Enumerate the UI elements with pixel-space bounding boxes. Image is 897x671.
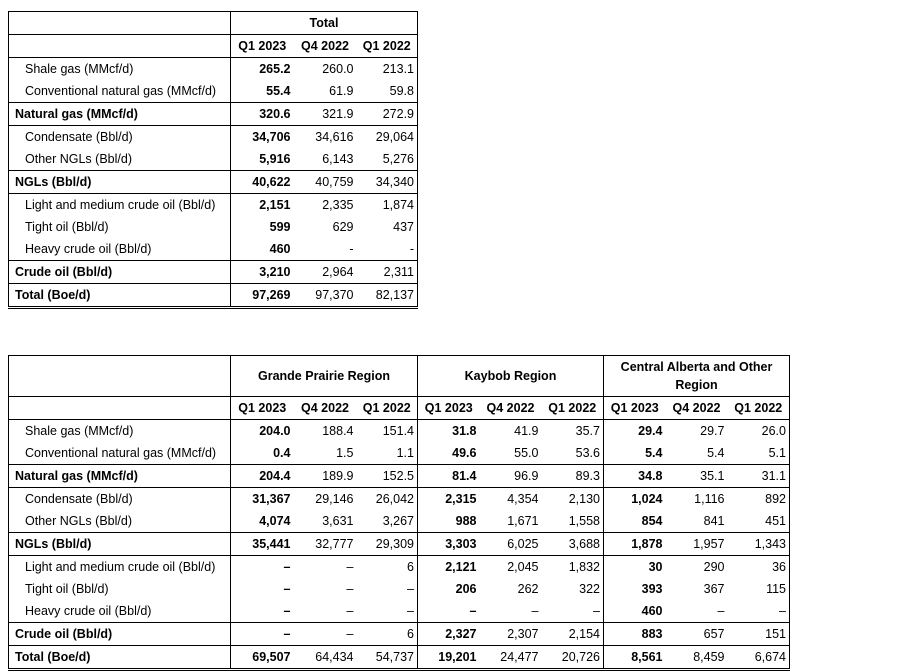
table-cell: 5,916 (231, 148, 294, 171)
table-row (9, 646, 790, 670)
table-cell: 188.4 (322, 424, 354, 438)
table-cell: 2,154 (542, 623, 604, 646)
table-cell: 31.1 (728, 465, 790, 488)
table-cell: – (728, 600, 790, 623)
row-label: Total (Boe/d) (9, 284, 231, 308)
table-cell: 69,507 (231, 646, 294, 670)
row-label: Shale gas (MMcf/d) (9, 420, 231, 443)
table-cell: 367 (703, 582, 725, 596)
production-table-regions (8, 355, 790, 671)
table-cell: 1,957 (666, 533, 728, 556)
table-row (9, 216, 418, 238)
table-cell: – (231, 600, 294, 623)
table-cell: 5.4 (604, 442, 666, 465)
period-header: Q1 2022 (357, 397, 418, 420)
table-cell: 35,441 (231, 533, 294, 556)
table-cell: 265.2 (231, 58, 294, 81)
production-table-total (8, 11, 418, 309)
period-header: Q1 2022 (357, 35, 418, 58)
table-cell: 29.7 (700, 424, 725, 438)
table-cell: – (294, 623, 357, 646)
table-cell: 451 (728, 510, 790, 533)
table-cell: 599 (231, 216, 294, 238)
table-cell: 36 (728, 556, 790, 579)
table-row (9, 488, 790, 511)
table-row (9, 103, 418, 126)
period-header-row (9, 35, 418, 58)
table-cell: 32,777 (294, 533, 357, 556)
table-cell: 262 (517, 582, 539, 596)
column-group-header: Central Alberta and Other Region (604, 356, 790, 397)
table-body (9, 12, 418, 308)
table-cell: 3,210 (231, 261, 294, 284)
table-cell: 53.6 (542, 442, 604, 465)
table-cell: 5.4 (707, 446, 725, 460)
row-label: NGLs (Bbl/d) (9, 533, 231, 556)
table-cell: – (357, 600, 418, 623)
table-cell: 34.8 (604, 465, 666, 488)
table-cell: 49.6 (418, 442, 480, 465)
table-cell: 883 (604, 623, 666, 646)
table-cell: 1,874 (357, 194, 418, 217)
period-header: Q1 2023 (231, 35, 294, 58)
table-cell: 89.3 (542, 465, 604, 488)
row-label: Light and medium crude oil (Bbl/d) (9, 194, 231, 217)
table-cell: 20,726 (542, 646, 604, 670)
row-label: NGLs (Bbl/d) (9, 171, 231, 194)
row-label: Shale gas (MMcf/d) (9, 58, 231, 81)
table-cell: 8,459 (666, 646, 728, 670)
table-row (9, 510, 790, 533)
table-cell: 35.7 (542, 420, 604, 443)
table-row (9, 420, 790, 443)
table-cell: 41.9 (514, 424, 539, 438)
column-group-header: Total (231, 12, 418, 35)
table-row (9, 261, 418, 284)
table-cell: 2,964 (294, 261, 357, 284)
table-cell: 6 (357, 623, 418, 646)
row-label: Crude oil (Bbl/d) (9, 623, 231, 646)
table-cell: 97,370 (294, 284, 357, 308)
table-cell: 393 (604, 578, 666, 600)
table-cell: 4,354 (507, 492, 539, 506)
header-corner-cell (9, 12, 231, 35)
period-header: Q1 2023 (604, 397, 666, 420)
table-cell: 26.0 (728, 420, 790, 443)
table-cell: 151 (728, 623, 790, 646)
table-cell: 64,434 (294, 646, 357, 670)
table-cell: 2,311 (357, 261, 418, 284)
table-cell: 31,367 (231, 488, 294, 511)
table-row (9, 58, 418, 81)
table-cell: 1,343 (728, 533, 790, 556)
header-corner-cell (9, 397, 231, 420)
table-cell: – (346, 560, 354, 574)
table-cell: 437 (357, 216, 418, 238)
row-label: Other NGLs (Bbl/d) (9, 148, 231, 171)
table-cell: 1,878 (604, 533, 666, 556)
table-cell: 34,616 (315, 130, 354, 144)
table-cell: 2,307 (480, 623, 542, 646)
table-cell: 320.6 (231, 103, 294, 126)
table-cell: 24,477 (480, 646, 542, 670)
table-row (9, 238, 418, 261)
header-corner-cell (9, 35, 231, 58)
table-cell: 5,276 (357, 148, 418, 171)
table-cell: 6,025 (480, 533, 542, 556)
table-cell: 321.9 (294, 103, 357, 126)
table-cell: 2,151 (231, 194, 294, 217)
row-label: Heavy crude oil (Bbl/d) (9, 600, 231, 623)
period-header: Q1 2022 (542, 397, 604, 420)
table-cell: 629 (332, 220, 354, 234)
table-cell: 2,335 (322, 198, 354, 212)
table-cell: 29.4 (604, 420, 666, 443)
table-cell: 3,688 (542, 533, 604, 556)
table-body (9, 356, 790, 670)
row-label: Total (Boe/d) (9, 646, 231, 670)
table-cell: 2,327 (418, 623, 480, 646)
table-cell: 460 (231, 238, 294, 261)
table-cell: 40,759 (294, 171, 357, 194)
column-group-header: Grande Prairie Region (231, 356, 418, 397)
table-cell: 892 (728, 488, 790, 511)
table-row (9, 194, 418, 217)
table-cell: 30 (604, 556, 666, 579)
table-cell: – (418, 600, 480, 623)
table-cell: 1,558 (542, 510, 604, 533)
row-label: Crude oil (Bbl/d) (9, 261, 231, 284)
table-cell: 6 (357, 556, 418, 579)
table-cell: 1,116 (694, 492, 725, 506)
table-cell: – (357, 578, 418, 600)
table-cell: 29,146 (315, 492, 354, 506)
row-label: Other NGLs (Bbl/d) (9, 510, 231, 533)
table-cell: 34,706 (231, 126, 294, 149)
row-label: Heavy crude oil (Bbl/d) (9, 238, 231, 261)
table-cell: 322 (542, 578, 604, 600)
table-cell: 81.4 (418, 465, 480, 488)
table-cell: 40,622 (231, 171, 294, 194)
table-cell: 4,074 (231, 510, 294, 533)
table-cell: 2,130 (542, 488, 604, 511)
table-cell: 1.5 (336, 446, 354, 460)
table-cell: 260.0 (322, 62, 354, 76)
table-cell: 272.9 (357, 103, 418, 126)
table-cell: 841 (703, 514, 725, 528)
group-header-row (9, 356, 790, 397)
table-cell: - (349, 242, 354, 256)
table-cell: – (346, 604, 354, 618)
table-cell: 1,024 (604, 488, 666, 511)
table-row (9, 623, 790, 646)
table-cell: 1,671 (507, 514, 539, 528)
table-cell: 3,267 (357, 510, 418, 533)
table-cell: – (346, 582, 354, 596)
table-row (9, 126, 418, 149)
period-header: Q1 2022 (728, 397, 790, 420)
row-label: Conventional natural gas (MMcf/d) (9, 80, 231, 103)
table-cell: 97,269 (231, 284, 294, 308)
period-header: Q4 2022 (480, 397, 542, 420)
table-cell: 460 (604, 600, 666, 623)
header-corner-cell (9, 356, 231, 397)
table-cell: 3,631 (322, 514, 354, 528)
period-header: Q1 2023 (231, 397, 294, 420)
table-cell: – (231, 623, 294, 646)
table-row (9, 465, 790, 488)
table-cell: 6,143 (322, 152, 354, 166)
table-row (9, 533, 790, 556)
table-cell: 213.1 (357, 58, 418, 81)
table-cell: 29,309 (357, 533, 418, 556)
table-cell: – (717, 604, 725, 618)
row-label: Conventional natural gas (MMcf/d) (9, 442, 231, 465)
table-cell: 1,832 (542, 556, 604, 579)
table-cell: 59.8 (357, 80, 418, 103)
table-cell: 82,137 (357, 284, 418, 308)
table-row (9, 148, 418, 171)
row-label: Natural gas (MMcf/d) (9, 103, 231, 126)
table-cell: 204.0 (231, 420, 294, 443)
table-cell: 54,737 (357, 646, 418, 670)
table-cell: 290 (703, 560, 725, 574)
table-cell: 988 (418, 510, 480, 533)
table-cell: 35.1 (666, 465, 728, 488)
table-cell: 8,561 (604, 646, 666, 670)
table-cell: 26,042 (357, 488, 418, 511)
column-group-header: Kaybob Region (418, 356, 604, 397)
table-cell: – (231, 556, 294, 579)
table-row (9, 600, 790, 623)
row-label: Condensate (Bbl/d) (9, 488, 231, 511)
table-cell: 34,340 (357, 171, 418, 194)
row-label: Tight oil (Bbl/d) (9, 578, 231, 600)
period-header: Q4 2022 (294, 35, 357, 58)
table-cell: 6,674 (728, 646, 790, 670)
table-row (9, 171, 418, 194)
table-cell: 19,201 (418, 646, 480, 670)
table-cell: 1.1 (357, 442, 418, 465)
table-cell: 2,045 (507, 560, 539, 574)
table-cell: 657 (666, 623, 728, 646)
period-header: Q1 2023 (418, 397, 480, 420)
table-cell: 2,121 (418, 556, 480, 579)
table-cell: 96.9 (480, 465, 542, 488)
row-label: Condensate (Bbl/d) (9, 126, 231, 149)
table-cell: 61.9 (329, 84, 354, 98)
group-header-row (9, 12, 418, 35)
table-cell: 204.4 (231, 465, 294, 488)
table-row (9, 556, 790, 579)
table-cell: 2,315 (418, 488, 480, 511)
table-cell: 151.4 (357, 420, 418, 443)
table-cell: 152.5 (357, 465, 418, 488)
table-cell: – (231, 578, 294, 600)
row-label: Light and medium crude oil (Bbl/d) (9, 556, 231, 579)
table-cell: 115 (728, 578, 790, 600)
table-row (9, 442, 790, 465)
row-label: Natural gas (MMcf/d) (9, 465, 231, 488)
table-cell: 0.4 (231, 442, 294, 465)
table-cell: - (357, 238, 418, 261)
period-header-row (9, 397, 790, 420)
table-cell: 31.8 (418, 420, 480, 443)
table-cell: 5.1 (728, 442, 790, 465)
table-cell: – (531, 604, 539, 618)
table-cell: 854 (604, 510, 666, 533)
period-header: Q4 2022 (666, 397, 728, 420)
table-cell: 189.9 (294, 465, 357, 488)
period-header: Q4 2022 (294, 397, 357, 420)
table-row (9, 80, 418, 103)
table-cell: 206 (418, 578, 480, 600)
table-cell: 29,064 (357, 126, 418, 149)
table-row (9, 578, 790, 600)
table-cell: 3,303 (418, 533, 480, 556)
table-cell: 55.4 (231, 80, 294, 103)
table-cell: 55.0 (514, 446, 539, 460)
table-row (9, 284, 418, 308)
row-label: Tight oil (Bbl/d) (9, 216, 231, 238)
table-cell: – (542, 600, 604, 623)
